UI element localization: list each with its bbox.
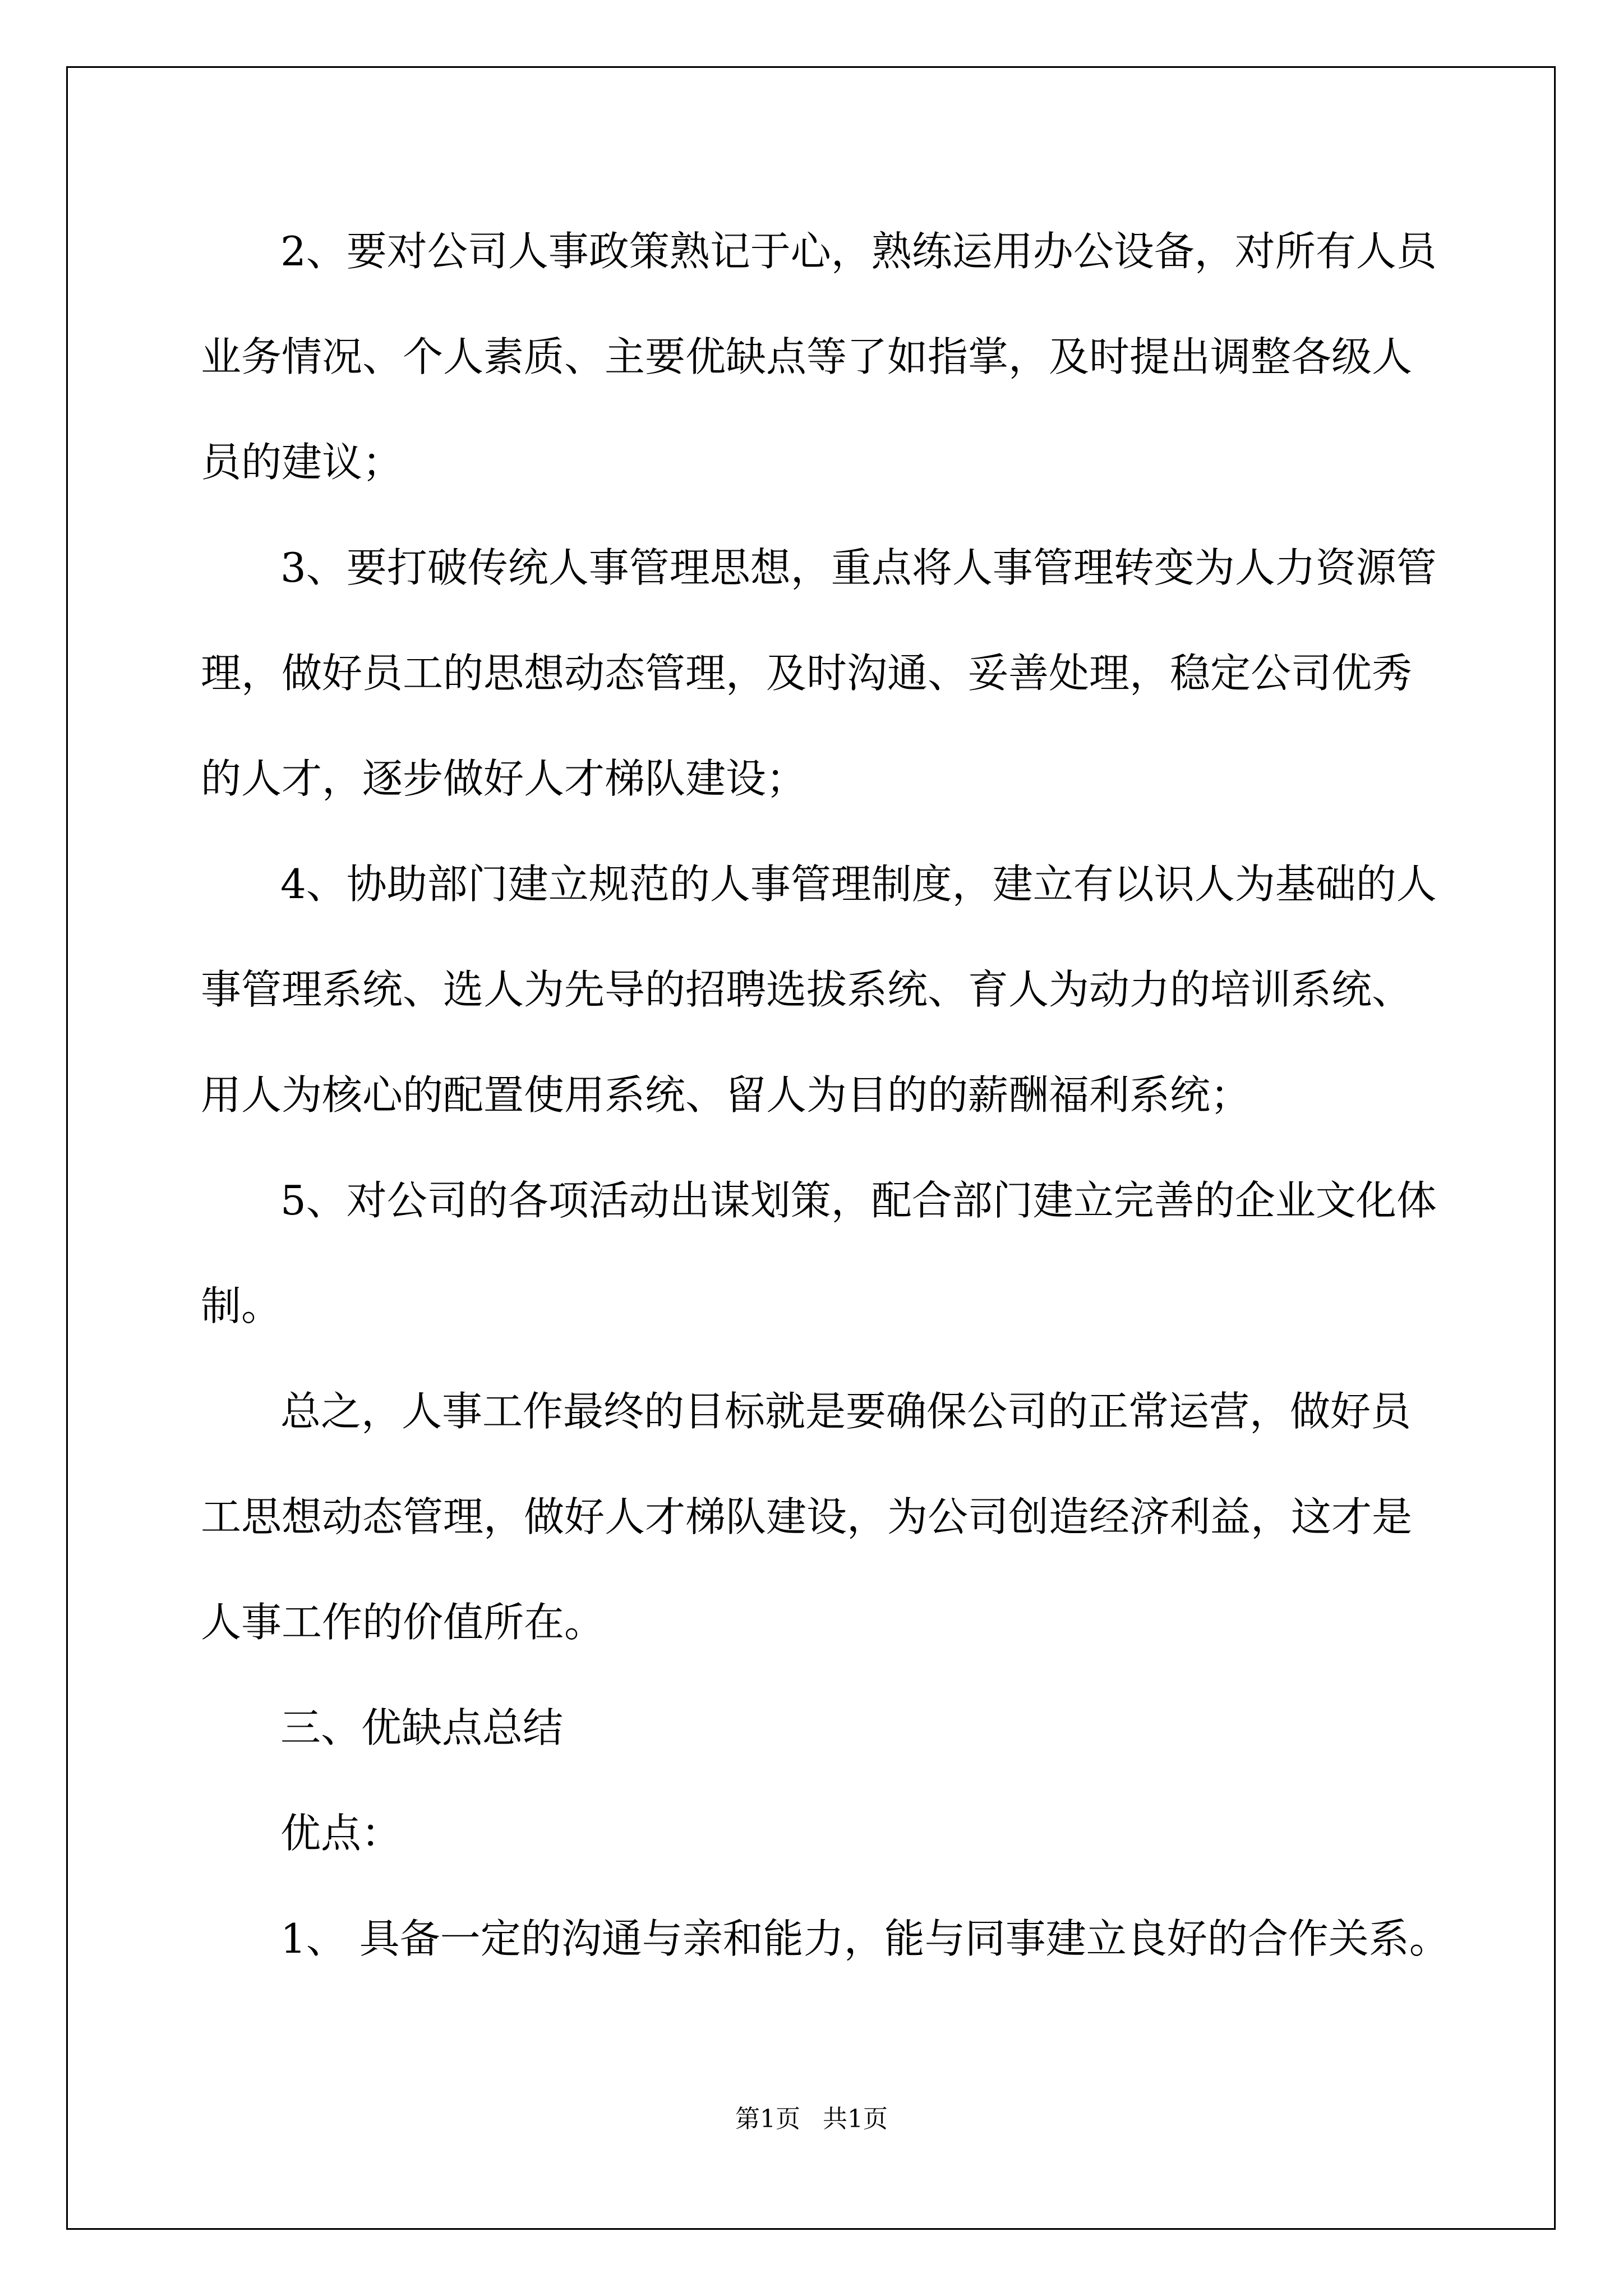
paragraph-line: 1、 具备一定的沟通与亲和能力，能与同事建立良好的合作关系。 <box>280 1915 1450 1962</box>
page-border <box>66 66 1556 2230</box>
paragraph-line: 业务情况、个人素质、主要优缺点等了如指掌，及时提出调整各级人 <box>201 333 1413 380</box>
paragraph-line: 用人为核心的配置使用系统、留人为目的的薪酬福利系统； <box>201 1071 1251 1119</box>
page-total: 共1页 <box>823 2105 888 2133</box>
page-footer <box>0 2107 1623 2132</box>
paragraph-line: 4、协助部门建立规范的人事管理制度，建立有以识人为基础的人 <box>280 861 1437 908</box>
paragraph-line: 3、要打破传统人事管理思想，重点将人事管理转变为人力资源管 <box>280 544 1437 591</box>
paragraph-line: 2、要对公司人事政策熟记于心，熟练运用办公设备，对所有人员 <box>280 228 1437 275</box>
paragraph-line: 事管理系统、选人为先导的招聘选拔系统、育人为动力的培训系统、 <box>201 966 1413 1013</box>
paragraph-line: 理，做好员工的思想动态管理，及时沟通、妥善处理，稳定公司优秀 <box>201 650 1413 697</box>
paragraph-line: 工思想动态管理，做好人才梯队建设，为公司创造经济利益，这才是 <box>201 1493 1413 1540</box>
paragraph-line: 人事工作的价值所在。 <box>201 1599 605 1646</box>
paragraph-line: 员的建议； <box>201 439 403 486</box>
paragraph-line: 总之，人事工作最终的目标就是要确保公司的正常运营，做好员 <box>280 1388 1412 1435</box>
paragraph-line: 5、对公司的各项活动出谋划策，配合部门建立完善的企业文化体 <box>280 1177 1437 1224</box>
paragraph-line: 制。 <box>201 1282 282 1329</box>
section-heading: 三、优缺点总结 <box>280 1704 564 1751</box>
paragraph-line: 的人才，逐步做好人才梯队建设； <box>201 755 807 802</box>
page-number: 第1页 <box>735 2105 800 2133</box>
subheading: 优点： <box>280 1810 402 1857</box>
